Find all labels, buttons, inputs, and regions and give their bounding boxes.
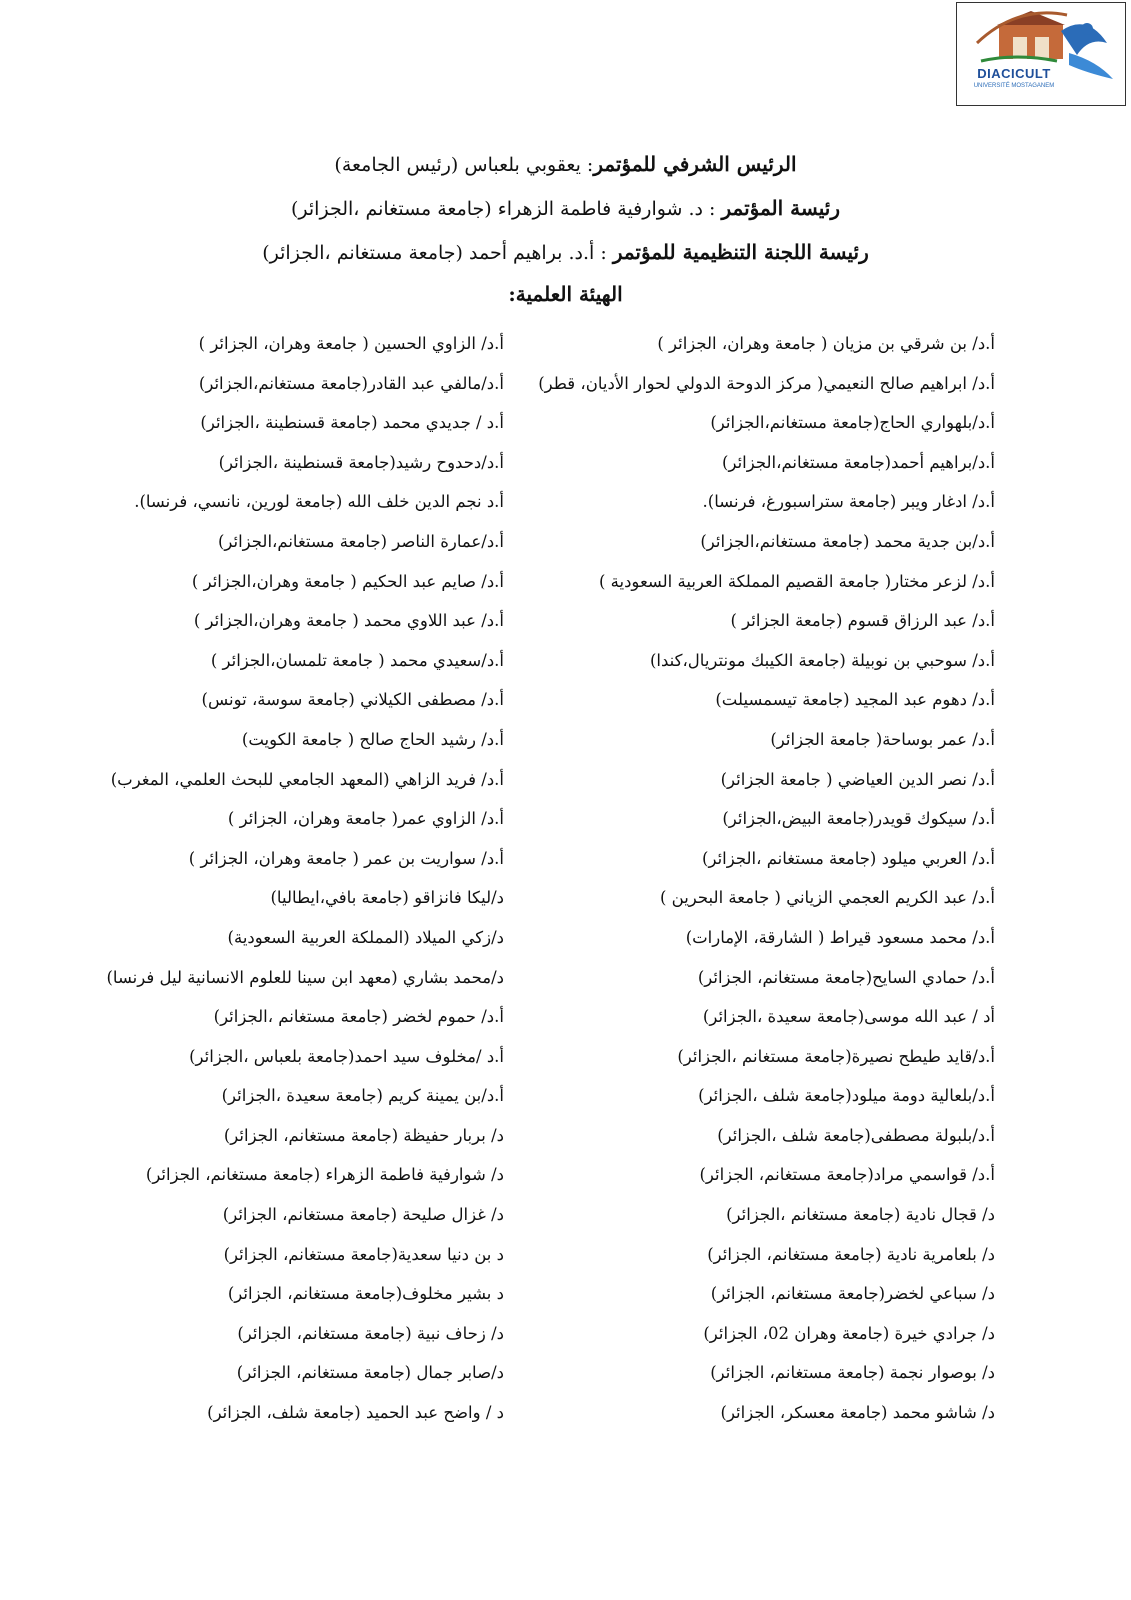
- committee-member: د/ سباعي لخضر(جامعة مستغانم، الجزائر): [710, 1284, 995, 1304]
- committee-member: أ.د/ صايم عبد الحكيم ( جامعة وهران،الجزائر ): [191, 571, 504, 591]
- committee-member: د/صابر جمال (جامعة مستغانم، الجزائر): [236, 1363, 504, 1383]
- committee-member: أ.د /مخلوف سيد احمد(جامعة بلعباس ،الجزائر): [189, 1046, 504, 1066]
- committee-member: أد / عبد الله موسى(جامعة سعيدة ،الجزائر): [702, 1007, 995, 1027]
- committee-member: د/ قجال نادية (جامعة مستغانم ،الجزائر): [726, 1205, 995, 1225]
- committee-member: أ.د/ بن شرقي بن مزيان ( جامعة وهران، الجزائر ): [657, 334, 995, 353]
- committee-member: أ.د / جديدي محمد (جامعة قسنطينة ،الجزائر): [200, 413, 504, 433]
- organizing-committee-value: : أ.د. براهيم أحمد (جامعة مستغانم ،الجزائر): [262, 242, 613, 264]
- committee-member: أ.د/بلهواري الحاج(جامعة مستغانم،الجزائر): [710, 413, 995, 433]
- honorary-president-label: الرئيس الشرفي للمؤتمر: [593, 152, 797, 176]
- committee-member: أ.د/ سواريت بن عمر ( جامعة وهران، الجزائر ): [188, 848, 504, 868]
- committee-member: د/ جرادي خيرة (جامعة وهران 02، الجزائر): [703, 1323, 995, 1343]
- committee-column-left: [94, 324, 504, 1433]
- committee-member: أ.د نجم الدين خلف الله (جامعة لورين، نانسي، فرنسا).: [134, 492, 504, 512]
- committee-member: أ.د/ الزاوي الحسين ( جامعة وهران، الجزائر ): [198, 334, 504, 353]
- committee-member: أ.د/بلبولة مصطفى(جامعة شلف ،الجزائر): [717, 1125, 995, 1145]
- committee-member: د/ بربار حفيظة (جامعة مستغانم، الجزائر): [223, 1125, 504, 1145]
- committee-member: أ.د/عمارة الناصر (جامعة مستغانم،الجزائر): [217, 531, 504, 551]
- committee-member: أ.د/ رشيد الحاج صالح ( جامعة الكويت): [241, 729, 504, 749]
- committee-member: د بشير مخلوف(جامعة مستغانم، الجزائر): [227, 1284, 504, 1304]
- committee-member: أ.د/ عبد الرزاق قسوم (جامعة الجزائر ): [730, 611, 995, 631]
- committee-member: أ.د/مالفي عبد القادر(جامعة مستغانم،الجزائر): [198, 373, 504, 393]
- conference-president-label: رئيسة المؤتمر: [721, 196, 840, 220]
- committee-member: د/ شوارفية فاطمة الزهراء (جامعة مستغانم، الجزائر): [145, 1165, 504, 1185]
- committee-member: د / واضح عبد الحميد (جامعة شلف، الجزائر): [207, 1403, 504, 1423]
- conference-logo: [956, 2, 1126, 106]
- committee-member: أ.د/بن يمينة كريم (جامعة سعيدة ،الجزائر): [221, 1086, 504, 1106]
- committee-member: د/ شاشو محمد (جامعة معسكر، الجزائر): [720, 1403, 995, 1423]
- committee-member: أ.د/ عمر بوساحة( جامعة الجزائر): [770, 729, 995, 749]
- logo-title: DIACICULT: [977, 66, 1051, 81]
- committee-member: أ.د/ لزعر مختار( جامعة القصيم المملكة العربية السعودية ): [598, 571, 995, 591]
- committee-member: أ.د/ حموم لخضر (جامعة مستغانم ،الجزائر): [213, 1007, 504, 1027]
- committee-member: أ.د/دحدوح رشيد(جامعة قسنطينة ،الجزائر): [218, 452, 504, 472]
- committee-member: أ.د/ عبد اللاوي محمد ( جامعة وهران،الجزائر ): [193, 611, 504, 631]
- committee-member: د/ زحاف نبية (جامعة مستغانم، الجزائر): [237, 1323, 504, 1343]
- committee-member: د/زكي الميلاد (المملكة العربية السعودية): [227, 927, 504, 947]
- committee-member: أ.د/سعيدي محمد ( جامعة تلمسان،الجزائر ): [210, 650, 504, 670]
- committee-member: أ.د/بلعالية دومة ميلود(جامعة شلف ،الجزائر): [698, 1086, 995, 1106]
- logo-emblem-icon: [957, 3, 1125, 105]
- committee-member: أ.د/ محمد مسعود قيراط ( الشارقة، الإمارات): [685, 927, 995, 947]
- scientific-committee-title: الهيئة العلمية:: [508, 282, 623, 306]
- honorary-president-value: : يعقوبي بلعباس (رئيس الجامعة): [334, 154, 594, 176]
- committee-member: أ.د/قايد طيطح نصيرة(جامعة مستغانم ،الجزائر): [677, 1046, 995, 1066]
- committee-member: أ.د/ قواسمي مراد(جامعة مستغانم، الجزائر): [699, 1165, 995, 1185]
- honorary-president-line: [0, 142, 1131, 186]
- conference-president-value: : د. شوارفية فاطمة الزهراء (جامعة مستغانم ،الجزائر): [291, 198, 722, 220]
- committee-member: أ.د/ دهوم عبد المجيد (جامعة تيسمسيلت): [715, 690, 995, 710]
- committee-member: أ.د/ نصر الدين العياضي ( جامعة الجزائر): [720, 769, 995, 789]
- committee-column-right: [525, 324, 995, 1433]
- committee-member: أ.د/ العربي ميلود (جامعة مستغانم ،الجزائر): [702, 848, 995, 868]
- committee-member: د/ بوصوار نجمة (جامعة مستغانم، الجزائر): [710, 1363, 995, 1383]
- committee-member: د/ليكا فانزاقو (جامعة بافي،ايطاليا): [270, 888, 504, 908]
- committee-member: أ.د/ الزاوي عمر( جامعة وهران، الجزائر ): [227, 809, 504, 829]
- organizing-committee-label: رئيسة اللجنة التنظيمية للمؤتمر: [612, 240, 869, 264]
- committee-member: أ.د/ فريد الزاهي (المعهد الجامعي للبحث العلمي، المغرب): [110, 769, 504, 789]
- committee-member: أ.د/ سيكوك قويدر(جامعة البيض،الجزائر): [722, 809, 995, 829]
- committee-member: أ.د/ عبد الكريم العجمي الزياني ( جامعة البحرين ): [659, 888, 995, 908]
- committee-member: أ.د/ مصطفى الكيلاني (جامعة سوسة، تونس): [201, 690, 504, 710]
- committee-member: د/ غزال صليحة (جامعة مستغانم، الجزائر): [222, 1205, 504, 1225]
- committee-member: أ.د/ سوحبي بن نوبيلة (جامعة الكيبك مونتريال،كندا): [649, 650, 995, 670]
- committee-member: أ.د/ ادغار ويبر (جامعة ستراسبورغ، فرنسا).: [702, 492, 995, 512]
- conference-president-line: [0, 186, 1131, 230]
- logo-subtitle: UNIVERSITÉ MOSTAGANEM: [973, 83, 1055, 89]
- organizing-committee-line: [0, 230, 1131, 274]
- committee-member: د بن دنيا سعدية(جامعة مستغانم، الجزائر): [223, 1244, 504, 1264]
- committee-member: أ.د/براهيم أحمد(جامعة مستغانم،الجزائر): [722, 452, 995, 472]
- committee-member: أ.د/ حمادي السايح(جامعة مستغانم، الجزائر): [697, 967, 995, 987]
- committee-member: أ.د/بن جدية محمد (جامعة مستغانم،الجزائر): [700, 531, 995, 551]
- committee-member: د/محمد بشاري (معهد ابن سينا للعلوم الانسانية ليل فرنسا): [106, 967, 504, 987]
- committee-member: د/ بلعامرية نادية (جامعة مستغانم، الجزائر): [707, 1244, 995, 1264]
- committee-member: أ.د/ ابراهيم صالح النعيمي( مركز الدوحة الدولي لحوار الأديان، قطر): [538, 373, 995, 393]
- conference-header: [0, 142, 1131, 314]
